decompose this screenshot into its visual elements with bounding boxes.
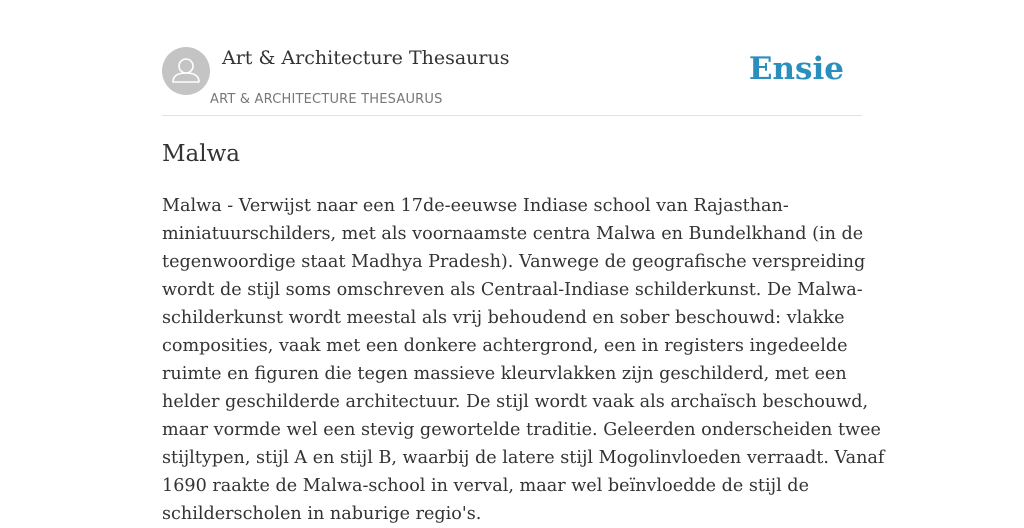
page-header xyxy=(162,0,862,116)
body-line: miniatuurschilders, met als voornaamste centra Malwa en Bundelkhand (in de xyxy=(162,224,864,244)
body-line: composities, vaak met een donkere achtergrond, een in registers ingedeelde xyxy=(162,336,848,356)
body-line: ruimte en figuren die tegen massieve kleurvlakken zijn geschilderd, met een xyxy=(162,364,847,384)
body-line: schilderkunst wordt meestal als vrij behoudend en sober beschouwd: vlakke xyxy=(162,308,845,328)
body-line: 1690 raakte de Malwa-school in verval, maar wel beïnvloedde de stijl de xyxy=(162,476,809,496)
body-line: stijltypen, stijl A en stijl B, waarbij de latere stijl Mogolinvloeden verraadt. Vanaf xyxy=(162,448,885,468)
author-name[interactable]: Art & Architecture Thesaurus xyxy=(222,47,510,69)
avatar[interactable] xyxy=(162,47,210,95)
body-line: tegenwoordige staat Madhya Pradesh). Vanwege de geografische verspreiding xyxy=(162,252,866,272)
body-line: maar vormde wel een stevig gewortelde traditie. Geleerden onderscheiden twee xyxy=(162,420,881,440)
source-label[interactable]: ART & ARCHITECTURE THESAURUS xyxy=(210,92,443,107)
body-line: Malwa - Verwijst naar een 17de-eeuwse Indiase school van Rajasthan- xyxy=(162,196,789,216)
user-placeholder-icon xyxy=(162,47,210,95)
body-line: helder geschilderde architectuur. De stijl wordt vaak als archaïsch beschouwd, xyxy=(162,392,869,412)
page-title: Malwa xyxy=(162,141,241,167)
ensie-logo[interactable]: Ensie xyxy=(748,51,844,87)
page-container xyxy=(162,0,885,524)
body-line: schilderscholen in naburige regio's. xyxy=(162,504,482,524)
article-body xyxy=(162,192,885,528)
body-line: wordt de stijl soms omschreven als Centraal-Indiase schilderkunst. De Malwa- xyxy=(162,280,863,300)
